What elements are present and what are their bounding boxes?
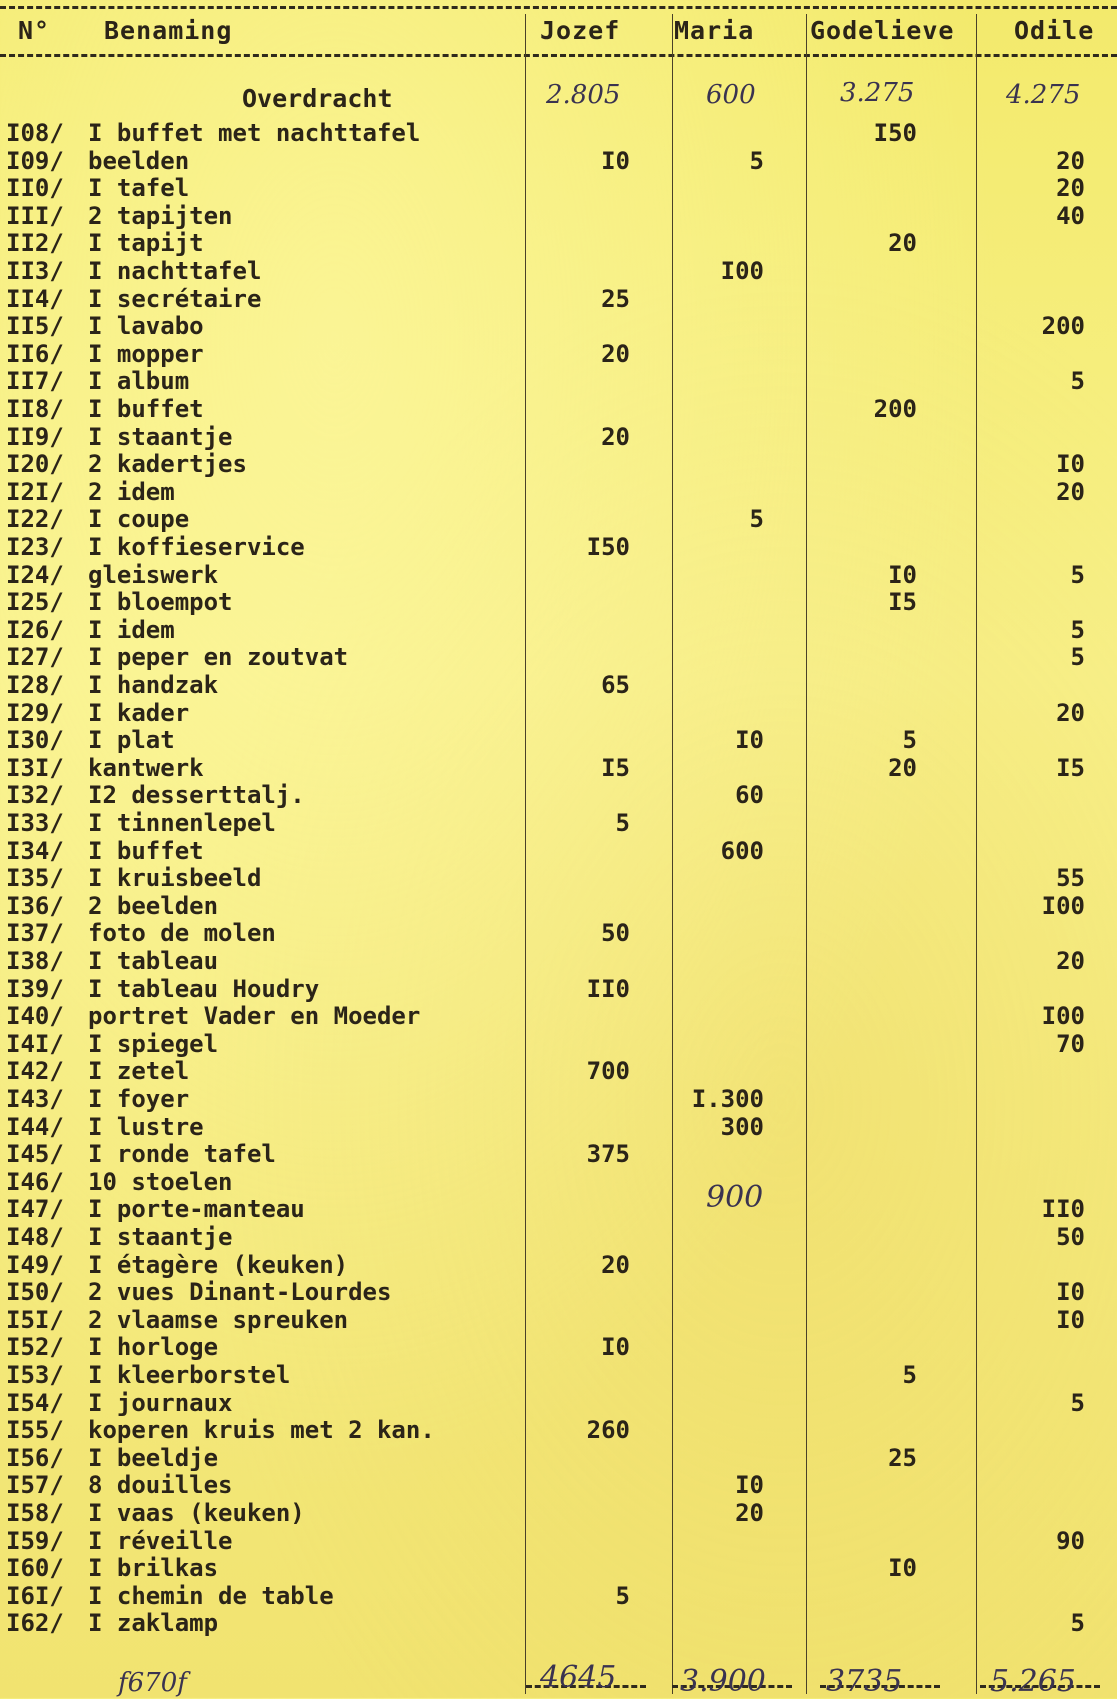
row-number: I27/: [6, 643, 64, 672]
cell-odile: I5: [1056, 753, 1085, 782]
row-number: I57/: [6, 1471, 64, 1500]
cell-maria: 5: [749, 146, 764, 175]
row-number: I28/: [6, 671, 64, 699]
cell-odile: 40: [1056, 201, 1085, 230]
row-number: I32/: [6, 781, 64, 810]
row-name: 2 tapijten: [88, 201, 233, 230]
row-number: I35/: [6, 864, 64, 893]
row-name: 2 idem: [88, 477, 175, 506]
table-row: [0, 865, 1117, 893]
cell-jozef: 20: [601, 1250, 630, 1279]
row-name: 2 beelden: [88, 891, 219, 920]
table-row: [0, 1279, 1117, 1307]
row-name: I porte-manteau: [88, 1195, 305, 1224]
cell-odile: II0: [1041, 1195, 1085, 1224]
cell-odile: 50: [1056, 1223, 1085, 1251]
row-number: II4/: [6, 284, 64, 313]
table-row: [0, 1114, 1117, 1142]
cell-jozef: 25: [601, 284, 630, 313]
handwritten-total-note: f670f: [118, 1668, 187, 1698]
row-number: I20/: [6, 450, 64, 479]
cell-jozef: 20: [601, 422, 630, 451]
cell-odile: 5: [1070, 367, 1085, 396]
table-row: [0, 258, 1117, 286]
cell-odile: 20: [1056, 477, 1085, 506]
row-number: I50/: [6, 1278, 64, 1307]
header-jozef: Jozef: [540, 16, 621, 45]
row-number: I45/: [6, 1140, 64, 1169]
cell-odile: I00: [1041, 891, 1085, 920]
row-number: I08/: [6, 119, 64, 147]
table-row: [0, 1610, 1117, 1638]
row-number: I56/: [6, 1443, 64, 1472]
cell-jozef: 20: [601, 339, 630, 368]
table-row: [0, 1058, 1117, 1086]
row-number: I49/: [6, 1250, 64, 1279]
row-number: I39/: [6, 974, 64, 1003]
row-name: I vaas (keuken): [88, 1499, 305, 1527]
row-name: I nachttafel: [88, 257, 262, 285]
row-name: I lavabo: [88, 312, 204, 341]
cell-odile: 5: [1070, 1388, 1085, 1417]
total-jozef: 4645: [540, 1660, 617, 1695]
row-name: koperen kruis met 2 kan.: [88, 1416, 435, 1445]
table-row: [0, 230, 1117, 258]
cell-godelieve: I0: [888, 1554, 917, 1583]
row-name: 8 douilles: [88, 1471, 233, 1500]
cell-godelieve: 25: [888, 1443, 917, 1472]
row-name: portret Vader en Moeder: [88, 1002, 421, 1031]
row-name: I buffet met nachttafel: [88, 119, 421, 147]
row-name: 2 kadertjes: [88, 450, 247, 479]
row-name: I buffet: [88, 395, 204, 423]
table-row: [0, 286, 1117, 314]
row-number: I59/: [6, 1526, 64, 1555]
row-number: I3I/: [6, 753, 64, 782]
cell-maria: I.300: [691, 1085, 764, 1113]
row-name: 10 stoelen: [88, 1167, 233, 1196]
row-number: I38/: [6, 947, 64, 975]
row-number: II9/: [6, 422, 64, 451]
cell-jozef: 375: [586, 1140, 630, 1169]
table-row: [0, 1417, 1117, 1445]
row-name: I kleerborstel: [88, 1361, 291, 1389]
row-name: I2 desserttalj.: [88, 781, 305, 810]
row-number: I23/: [6, 533, 64, 561]
cell-jozef: II0: [586, 974, 630, 1003]
cell-godelieve: I50: [873, 119, 917, 147]
row-name: I tapijt: [88, 229, 204, 258]
row-number: I43/: [6, 1085, 64, 1113]
table-row: [0, 148, 1117, 176]
row-number: I54/: [6, 1388, 64, 1417]
table-row: [0, 976, 1117, 1004]
cell-godelieve: 200: [873, 395, 917, 423]
row-number: I33/: [6, 809, 64, 837]
header-odile: Odile: [1014, 16, 1095, 45]
row-name: I handzak: [88, 671, 219, 699]
table-row: [0, 920, 1117, 948]
row-name: I zetel: [88, 1057, 190, 1086]
row-number: I55/: [6, 1416, 64, 1445]
table-row: [0, 1169, 1117, 1197]
row-name: I tableau: [88, 947, 219, 975]
cell-maria: 5: [749, 505, 764, 534]
cell-jozef: 5: [615, 809, 630, 837]
row-number: III/: [6, 201, 64, 230]
header-godelieve: Godelieve: [810, 16, 955, 45]
row-name: I buffet: [88, 836, 204, 865]
table-row: [0, 506, 1117, 534]
row-name: gleiswerk: [88, 560, 219, 589]
row-name: I peper en zoutvat: [88, 643, 349, 672]
row-name: I plat: [88, 726, 175, 755]
table-row: [0, 120, 1117, 148]
cell-odile: 70: [1056, 1029, 1085, 1058]
cell-jozef: 65: [601, 671, 630, 699]
table-row: [0, 1472, 1117, 1500]
cell-odile: 20: [1056, 146, 1085, 175]
row-number: I40/: [6, 1002, 64, 1031]
row-name: I idem: [88, 615, 175, 644]
row-name: I tableau Houdry: [88, 974, 320, 1003]
header-rule: [0, 54, 1117, 57]
cell-maria: 600: [720, 836, 764, 865]
cell-maria: I0: [735, 726, 764, 755]
row-name: I ronde tafel: [88, 1140, 276, 1169]
cell-godelieve: 5: [902, 726, 917, 755]
table-row: [0, 1555, 1117, 1583]
table-row: [0, 451, 1117, 479]
row-number: I46/: [6, 1167, 64, 1196]
cell-odile: I0: [1056, 1305, 1085, 1334]
table-row: [0, 948, 1117, 976]
cell-jozef: I0: [601, 146, 630, 175]
table-row: [0, 782, 1117, 810]
cell-maria: 300: [720, 1112, 764, 1141]
cell-odile: 20: [1056, 174, 1085, 203]
row-number: I25/: [6, 588, 64, 617]
row-name: 2 vues Dinant-Lourdes: [88, 1278, 392, 1307]
row-name: beelden: [88, 146, 190, 175]
cell-odile: 90: [1056, 1526, 1085, 1555]
table-row: [0, 1362, 1117, 1390]
cell-odile: I0: [1056, 450, 1085, 479]
row-number: II2/: [6, 229, 64, 258]
row-name: I réveille: [88, 1526, 233, 1555]
row-number: II7/: [6, 367, 64, 396]
carry-over-jozef: 2.805: [546, 80, 621, 110]
table-row: [0, 479, 1117, 507]
table-row: [0, 727, 1117, 755]
table-row: [0, 562, 1117, 590]
cell-maria: 20: [735, 1499, 764, 1527]
row-number: I2I/: [6, 477, 64, 506]
row-number: I44/: [6, 1112, 64, 1141]
row-number: I26/: [6, 615, 64, 644]
table-row: [0, 1003, 1117, 1031]
table-row: [0, 1500, 1117, 1528]
table-row: [0, 203, 1117, 231]
row-number: II6/: [6, 339, 64, 368]
cell-godelieve: 20: [888, 229, 917, 258]
carry-over-odile: 4.275: [1006, 80, 1081, 110]
row-number: I09/: [6, 146, 64, 175]
row-number: I22/: [6, 505, 64, 534]
row-name: I album: [88, 367, 190, 396]
table-row: [0, 589, 1117, 617]
table-row: [0, 1390, 1117, 1418]
table-row: [0, 755, 1117, 783]
cell-godelieve: 5: [902, 1361, 917, 1389]
row-name: kantwerk: [88, 753, 204, 782]
cell-jozef: 260: [586, 1416, 630, 1445]
cell-maria: I0: [735, 1471, 764, 1500]
cell-jozef: I0: [601, 1333, 630, 1362]
row-name: I lustre: [88, 1112, 204, 1141]
row-name: I tafel: [88, 174, 190, 203]
row-name: I brilkas: [88, 1554, 219, 1583]
row-name: I tinnenlepel: [88, 809, 276, 837]
row-number: II8/: [6, 395, 64, 423]
carry-over-godelieve: 3.275: [840, 78, 915, 108]
row-number: I42/: [6, 1057, 64, 1086]
row-name: I chemin de table: [88, 1581, 334, 1610]
row-number: I58/: [6, 1499, 64, 1527]
table-row: [0, 313, 1117, 341]
cell-odile: 5: [1070, 1609, 1085, 1638]
table-row: [0, 700, 1117, 728]
row-number: I47/: [6, 1195, 64, 1224]
row-name: 2 vlaamse spreuken: [88, 1305, 349, 1334]
table-row: [0, 396, 1117, 424]
row-number: I4I/: [6, 1029, 64, 1058]
row-name: I zaklamp: [88, 1609, 219, 1638]
table-row: [0, 1252, 1117, 1280]
row-name: I journaux: [88, 1388, 233, 1417]
row-number: I29/: [6, 698, 64, 727]
cell-jozef: I50: [586, 533, 630, 561]
table-row: [0, 534, 1117, 562]
table-row: [0, 175, 1117, 203]
handwritten-maria-stoelen: 900: [706, 1180, 764, 1215]
total-godelieve: 3735: [826, 1664, 903, 1699]
row-number: I30/: [6, 726, 64, 755]
carry-over-label: Overdracht: [242, 84, 393, 113]
total-maria: 3.900: [680, 1664, 766, 1699]
row-name: I secrétaire: [88, 284, 262, 313]
cell-jozef: 50: [601, 919, 630, 948]
row-number: I62/: [6, 1609, 64, 1638]
row-name: I foyer: [88, 1085, 190, 1113]
row-number: II0/: [6, 174, 64, 203]
table-row: [0, 1031, 1117, 1059]
header-no: N°: [18, 16, 51, 45]
table-row: [0, 1224, 1117, 1252]
row-name: I étagère (keuken): [88, 1250, 349, 1279]
row-name: I kader: [88, 698, 190, 727]
row-name: I staantje: [88, 422, 233, 451]
row-number: I34/: [6, 836, 64, 865]
table-row: [0, 368, 1117, 396]
cell-jozef: 5: [615, 1581, 630, 1610]
cell-godelieve: I5: [888, 588, 917, 617]
table-row: [0, 617, 1117, 645]
table-row: [0, 838, 1117, 866]
table-row: [0, 424, 1117, 452]
row-number: I48/: [6, 1223, 64, 1251]
table-row: [0, 1307, 1117, 1335]
cell-godelieve: 20: [888, 753, 917, 782]
cell-odile: I00: [1041, 1002, 1085, 1031]
table-row: [0, 1445, 1117, 1473]
table-row: [0, 1583, 1117, 1611]
row-number: I53/: [6, 1361, 64, 1389]
cell-odile: 5: [1070, 615, 1085, 644]
row-name: I beeldje: [88, 1443, 219, 1472]
table-row: [0, 1334, 1117, 1362]
cell-odile: 55: [1056, 864, 1085, 893]
row-name: I horloge: [88, 1333, 219, 1362]
row-number: I36/: [6, 891, 64, 920]
cell-odile: 20: [1056, 947, 1085, 975]
row-number: I5I/: [6, 1305, 64, 1334]
table-row: [0, 1086, 1117, 1114]
row-number: II5/: [6, 312, 64, 341]
header-maria: Maria: [674, 16, 755, 45]
row-number: II3/: [6, 257, 64, 285]
table-row: [0, 644, 1117, 672]
cell-godelieve: I0: [888, 560, 917, 589]
row-number: I37/: [6, 919, 64, 948]
row-name: I staantje: [88, 1223, 233, 1251]
table-row: [0, 1141, 1117, 1169]
table-row: [0, 341, 1117, 369]
table-row: [0, 1528, 1117, 1556]
table-row: [0, 672, 1117, 700]
cell-jozef: 700: [586, 1057, 630, 1086]
row-number: I60/: [6, 1554, 64, 1583]
row-number: I6I/: [6, 1581, 64, 1610]
row-name: I koffieservice: [88, 533, 305, 561]
cell-odile: I0: [1056, 1278, 1085, 1307]
row-name: I coupe: [88, 505, 190, 534]
row-number: I24/: [6, 560, 64, 589]
cell-jozef: I5: [601, 753, 630, 782]
table-row: [0, 893, 1117, 921]
top-rule: [0, 6, 1117, 9]
table-row: [0, 1196, 1117, 1224]
row-name: foto de molen: [88, 919, 276, 948]
row-number: I52/: [6, 1333, 64, 1362]
cell-maria: 60: [735, 781, 764, 810]
cell-maria: I00: [720, 257, 764, 285]
total-odile: 5.265: [990, 1664, 1076, 1699]
row-name: I spiegel: [88, 1029, 219, 1058]
row-name: I bloempot: [88, 588, 233, 617]
cell-odile: 5: [1070, 643, 1085, 672]
cell-odile: 200: [1041, 312, 1085, 341]
table-row: [0, 810, 1117, 838]
header-name: Benaming: [104, 16, 233, 45]
carry-over-maria: 600: [706, 80, 756, 110]
cell-odile: 5: [1070, 560, 1085, 589]
row-name: I mopper: [88, 339, 204, 368]
row-name: I kruisbeeld: [88, 864, 262, 893]
cell-odile: 20: [1056, 698, 1085, 727]
